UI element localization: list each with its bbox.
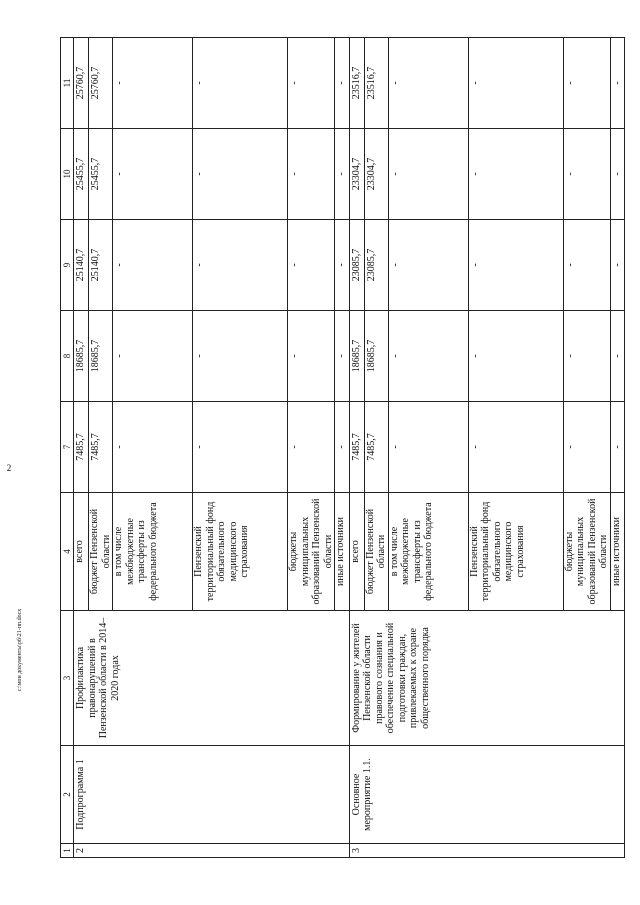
- value-cell: 25140,7: [74, 220, 89, 311]
- header-cell: 2: [61, 746, 74, 844]
- value-cell: -: [563, 220, 610, 311]
- value-cell: 25760,7: [74, 38, 89, 129]
- value-cell: 25140,7: [89, 220, 113, 311]
- funding-source-cell: иные источники: [335, 493, 350, 611]
- program-name-cell: Основное мероприятие 1.1.: [349, 746, 625, 844]
- value-cell: 18685,7: [364, 311, 388, 402]
- funding-source-cell: бюджет Пензенской области: [89, 493, 113, 611]
- value-cell: 23516,7: [364, 38, 388, 129]
- value-cell: -: [388, 38, 468, 129]
- header-cell: 3: [61, 611, 74, 746]
- value-cell: 7485,7: [364, 402, 388, 493]
- value-cell: -: [468, 220, 563, 311]
- row-number-cell: 2: [74, 844, 350, 858]
- value-cell: -: [388, 402, 468, 493]
- program-name-cell: Подпрограмма 1: [74, 746, 350, 844]
- value-cell: -: [193, 38, 288, 129]
- header-cell: 10: [61, 129, 74, 220]
- funding-source-cell: всего: [349, 493, 364, 611]
- value-cell: -: [468, 311, 563, 402]
- value-cell: -: [610, 38, 625, 129]
- value-cell: -: [113, 129, 193, 220]
- value-cell: 25455,7: [74, 129, 89, 220]
- program-description-cell: Формирование у жителей Пензенской области правового сознания и обеспечение специальной подготовки граждан, привлекаемых к охране общественного порядка: [349, 611, 625, 746]
- value-cell: -: [335, 129, 350, 220]
- rotated-table-sheet: [60, 38, 623, 858]
- value-cell: -: [288, 220, 335, 311]
- financing-table: [60, 37, 625, 858]
- value-cell: -: [288, 129, 335, 220]
- value-cell: 25760,7: [89, 38, 113, 129]
- value-cell: 23304,7: [364, 129, 388, 220]
- value-cell: -: [610, 311, 625, 402]
- value-cell: 7485,7: [349, 402, 364, 493]
- value-cell: -: [610, 220, 625, 311]
- value-cell: -: [388, 220, 468, 311]
- value-cell: -: [193, 402, 288, 493]
- value-cell: 7485,7: [74, 402, 89, 493]
- value-cell: 23516,7: [349, 38, 364, 129]
- value-cell: -: [610, 402, 625, 493]
- value-cell: -: [113, 220, 193, 311]
- header-cell: 9: [61, 220, 74, 311]
- value-cell: -: [113, 402, 193, 493]
- header-cell: 4: [61, 493, 74, 611]
- value-cell: -: [563, 311, 610, 402]
- value-cell: -: [193, 129, 288, 220]
- header-cell: 1: [61, 844, 74, 858]
- value-cell: -: [113, 38, 193, 129]
- value-cell: -: [610, 129, 625, 220]
- value-cell: -: [335, 402, 350, 493]
- value-cell: -: [335, 38, 350, 129]
- funding-source-cell: бюджеты муниципальных образований Пензенской области: [563, 493, 610, 611]
- table-row: [349, 38, 364, 858]
- value-cell: -: [563, 129, 610, 220]
- value-cell: 18685,7: [89, 311, 113, 402]
- value-cell: -: [468, 38, 563, 129]
- funding-source-cell: Пензенский территориальный фонд обязательного медицинского страхования: [468, 493, 563, 611]
- value-cell: -: [113, 311, 193, 402]
- row-number-cell: 3: [349, 844, 625, 858]
- value-cell: -: [563, 38, 610, 129]
- page-number: 2: [6, 463, 12, 473]
- value-cell: 23085,7: [364, 220, 388, 311]
- value-cell: 23085,7: [349, 220, 364, 311]
- value-cell: -: [563, 402, 610, 493]
- value-cell: -: [335, 220, 350, 311]
- footer-file-path: c:\мои документы\рб\21-пп.docx: [17, 608, 23, 692]
- funding-source-cell: в том числе межбюджетные трансферты из федерального бюджета: [388, 493, 468, 611]
- value-cell: -: [388, 129, 468, 220]
- value-cell: 23304,7: [349, 129, 364, 220]
- funding-source-cell: в том числе межбюджетные трансферты из федерального бюджета: [113, 493, 193, 611]
- funding-source-cell: Пензенский территориальный фонд обязательного медицинского страхования: [193, 493, 288, 611]
- funding-source-cell: бюджет Пензенской области: [364, 493, 388, 611]
- value-cell: 7485,7: [89, 402, 113, 493]
- value-cell: 18685,7: [349, 311, 364, 402]
- value-cell: -: [288, 38, 335, 129]
- header-cell: 8: [61, 311, 74, 402]
- value-cell: -: [193, 311, 288, 402]
- table-row: [74, 38, 89, 858]
- table-body: [61, 38, 625, 858]
- value-cell: 18685,7: [74, 311, 89, 402]
- value-cell: -: [288, 402, 335, 493]
- header-cell: 11: [61, 38, 74, 129]
- header-cell: 7: [61, 402, 74, 493]
- funding-source-cell: всего: [74, 493, 89, 611]
- header-row: [61, 38, 74, 858]
- value-cell: -: [288, 311, 335, 402]
- value-cell: -: [468, 402, 563, 493]
- value-cell: -: [193, 220, 288, 311]
- value-cell: -: [468, 129, 563, 220]
- value-cell: -: [388, 311, 468, 402]
- program-description-cell: Профилактика правонарушений в Пензенской области в 2014–2020 годах: [74, 611, 350, 746]
- value-cell: -: [335, 311, 350, 402]
- funding-source-cell: иные источники: [610, 493, 625, 611]
- funding-source-cell: бюджеты муниципальных образований Пензенской области: [288, 493, 335, 611]
- value-cell: 25455,7: [89, 129, 113, 220]
